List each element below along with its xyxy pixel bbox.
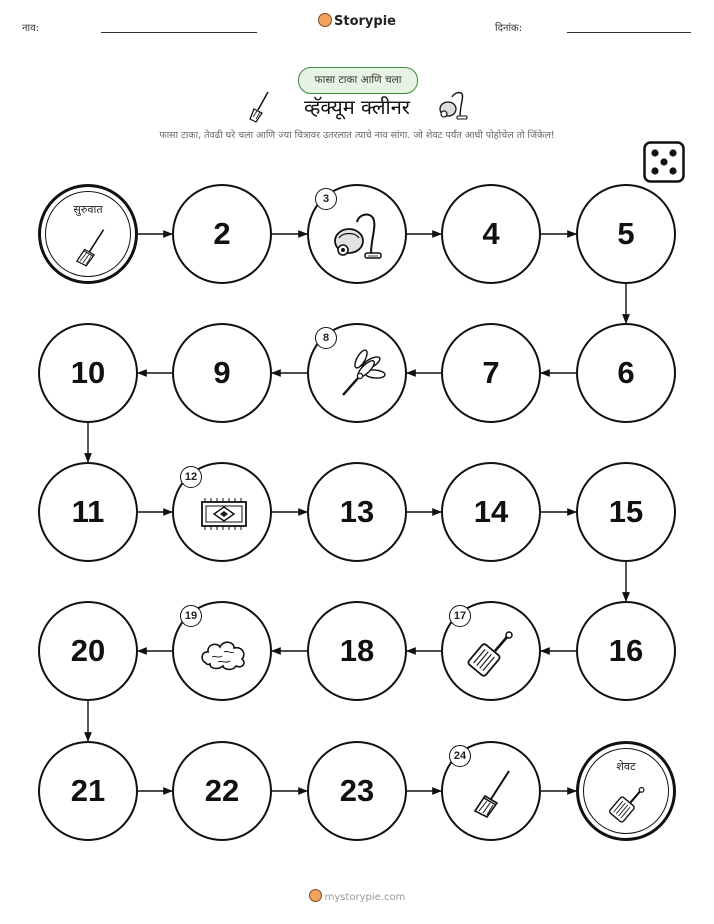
board-cell-19 [172, 601, 272, 701]
footer-site-text: mystorypie.com [324, 892, 406, 903]
board-cell-5 [576, 184, 676, 284]
cell-number-badge: 3 [315, 188, 337, 210]
board-cell-3 [307, 184, 407, 284]
board-cell-2 [172, 184, 272, 284]
vacuum-cleaner-icon [331, 208, 387, 264]
cell-number: 16 [608, 633, 644, 668]
board-cell-1 [38, 184, 138, 284]
cell-number: 22 [204, 773, 240, 808]
board-cell-6 [576, 323, 676, 423]
board-cell-12 [172, 462, 272, 562]
board-cell-11 [38, 462, 138, 562]
cell-number: 9 [213, 355, 231, 390]
cell-number-badge: 19 [180, 605, 202, 627]
cell-number: 4 [482, 216, 500, 251]
cell-number: 15 [608, 494, 644, 529]
cell-number: 2 [213, 216, 231, 251]
name-label: नाव: [22, 23, 40, 34]
board-cell-20 [38, 601, 138, 701]
cell-number-badge: 24 [449, 745, 471, 767]
game-tag: फासा टाका आणि चला [298, 67, 418, 94]
board-cell-9 [172, 323, 272, 423]
broom-icon [465, 765, 521, 821]
cell-number: 13 [339, 494, 375, 529]
board-cell-8 [307, 323, 407, 423]
storypie-bear-icon [309, 889, 322, 902]
rug-icon [196, 486, 252, 542]
cell-number: 10 [70, 355, 106, 390]
cell-number: 7 [482, 355, 500, 390]
page-title: व्हॅक्यूम क्लीनर [304, 95, 410, 119]
board-cell-22 [172, 741, 272, 841]
cell-number: 23 [339, 773, 375, 808]
board-cell-18 [307, 601, 407, 701]
board-cell-23 [307, 741, 407, 841]
board-cell-21 [38, 741, 138, 841]
end-label: शेवट [616, 760, 636, 773]
cell-number-badge: 12 [180, 466, 202, 488]
dust-cloud-icon [196, 625, 252, 681]
date-label: दिनांक: [495, 23, 523, 34]
cell-number: 5 [617, 216, 635, 251]
board-cell-14 [441, 462, 541, 562]
cell-number: 20 [70, 633, 106, 668]
dustpan-icon [465, 625, 521, 681]
board-cell-13 [307, 462, 407, 562]
board-cell-7 [441, 323, 541, 423]
cell-number: 21 [70, 773, 106, 808]
brand-name: Storypie [334, 14, 396, 29]
board-cell-16 [576, 601, 676, 701]
cell-number: 18 [339, 633, 375, 668]
dustpan-icon [607, 782, 651, 826]
board-cell-25 [576, 741, 676, 841]
board-cell-4 [441, 184, 541, 284]
board-cell-10 [38, 323, 138, 423]
board-cell-15 [576, 462, 676, 562]
footer-site [0, 889, 714, 903]
broom-icon [69, 225, 113, 269]
board-cell-24 [441, 741, 541, 841]
cell-number: 14 [473, 494, 509, 529]
board-cell-17 [441, 601, 541, 701]
instructions: फासा टाका, तेवढी घरे चला आणि ज्या चित्रावर उतरलात त्याचे नाव सांगा. जो शेवट पर्यंत आधी पोहोचेल तो जिंकेल! [159, 130, 555, 141]
cell-number: 6 [617, 355, 635, 390]
feather-duster-icon [331, 347, 387, 403]
cell-number: 11 [71, 494, 105, 529]
start-label: सुरुवात [73, 203, 103, 216]
cell-number-badge: 8 [315, 327, 337, 349]
cell-number-badge: 17 [449, 605, 471, 627]
